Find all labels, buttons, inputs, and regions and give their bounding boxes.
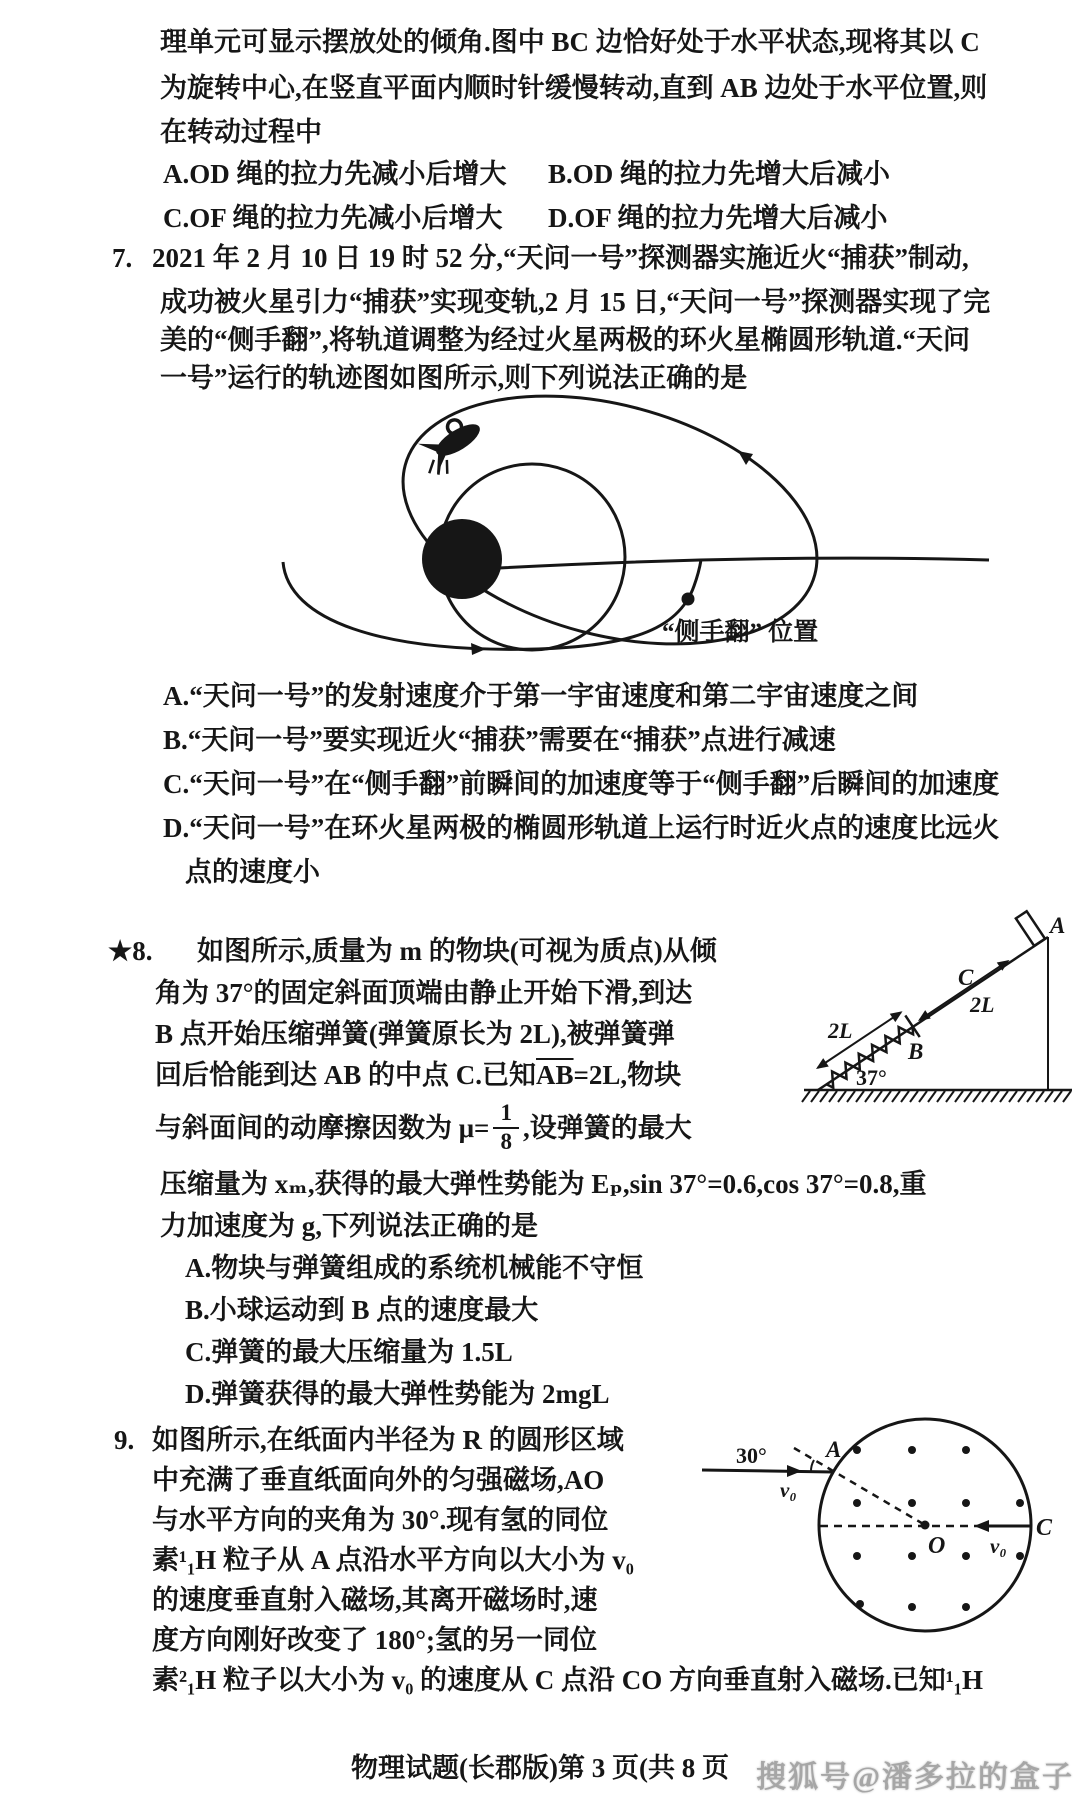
fraction-numerator: 1 <box>493 1101 519 1129</box>
c-velocity-arrow-icon <box>974 1520 989 1532</box>
incoming-trajectory-line <box>499 558 989 568</box>
segment-2l-label: 2L <box>970 992 995 1017</box>
q9-number: 9. <box>114 1425 135 1455</box>
mars-planet-icon <box>422 519 502 599</box>
q7-line: 一号”运行的轨迹图如图所示,则下列说法正确的是 <box>160 363 748 393</box>
center-o-label: O <box>928 1533 946 1559</box>
q7-option-c: C.“天问一号”在“侧手翻”前瞬间的加速度等于“侧手翻”后瞬间的加速度 <box>163 769 1000 799</box>
q9-line: 度方向刚好改变了 180°;氢的另一同位 <box>152 1625 598 1655</box>
q8-option-d: D.弹簧获得的最大弹性势能为 2mgL <box>185 1379 610 1409</box>
q8-option-c: C.弹簧的最大压缩量为 1.5L <box>185 1337 513 1367</box>
q8-line5-post: ,设弹簧的最大 <box>522 1113 692 1144</box>
q9-line: 的速度垂直射入磁场,其离开磁场时,速 <box>152 1585 598 1615</box>
q9-line: 中充满了垂直纸面向外的匀强磁场,AO <box>152 1465 605 1495</box>
spacecraft-icon <box>412 410 492 482</box>
q6-line: 为旋转中心,在竖直平面内顺时针缓慢转动,直到 AB 边处于水平位置,则 <box>160 73 988 103</box>
ab-overline: $\overline{AB}$ <box>536 1060 574 1090</box>
q7-option-d: D.“天问一号”在环火星两极的椭圆形轨道上运行时近火点的速度比远火 <box>163 813 1000 843</box>
point-a-label: A <box>1050 913 1066 938</box>
q8-line: 角为 37°的固定斜面顶端由静止开始下滑,到达 <box>155 978 693 1008</box>
field-dots <box>853 1446 1024 1611</box>
point-c-label: C <box>1036 1515 1053 1541</box>
magnetic-field-figure <box>690 1405 1080 1653</box>
side-flip-position-label: “侧手翻” 位置 <box>662 619 819 646</box>
q8-line: 压缩量为 xₘ,获得的最大弹性势能为 Eₚ,sin 37°=0.6,cos 37°=0.8,重 <box>160 1169 927 1199</box>
q8-line: 如图所示,质量为 m 的物块(可视为质点)从倾 <box>197 936 717 966</box>
spring-2l-label: 2L <box>828 1018 853 1043</box>
block-icon <box>1016 911 1045 946</box>
q8-line: B 点开始压缩弹簧(弹簧原长为 2L),被弹簧弹 <box>155 1019 675 1049</box>
fraction-denominator: 8 <box>500 1128 512 1154</box>
q9-line: 如图所示,在纸面内半径为 R 的圆形区域 <box>152 1425 624 1455</box>
q6-option-a: A.OD 绳的拉力先减小后增大 <box>163 159 507 189</box>
point-b-label: B <box>908 1039 924 1064</box>
q8-number: ★8. <box>108 936 153 966</box>
q6-option-c: C.OF 绳的拉力先减小后增大 <box>163 203 503 233</box>
incoming-velocity-line <box>702 1470 833 1472</box>
q6-option-d: D.OF 绳的拉力先增大后减小 <box>548 203 888 233</box>
point-c-label: C <box>958 965 974 990</box>
q7-line: 成功被火星引力“捕获”实现变轨,2 月 15 日,“天问一号”探测器实现了完 <box>160 287 991 317</box>
q9-last-line: 素²₁H 粒子以大小为 v₀ 的速度从 C 点沿 CO 方向垂直射入磁场.已知¹₁H <box>152 1665 983 1695</box>
point-a-label: A <box>826 1437 842 1462</box>
transfer-arc-arrow-icon <box>471 643 486 655</box>
fraction-one-eighth <box>493 1101 519 1155</box>
watermark: 搜狐号@潘多拉的盒子 <box>756 1761 1074 1794</box>
q9-line: 素¹₁H 粒子从 A 点沿水平方向以大小为 v₀ <box>152 1545 634 1575</box>
q8-option-b: B.小球运动到 B 点的速度最大 <box>185 1295 539 1325</box>
q8-line: 力加速度为 g,下列说法正确的是 <box>160 1211 538 1241</box>
q7-line: 美的“侧手翻”,将轨道调整为经过火星两极的环火星椭圆形轨道.“天问 <box>160 325 970 355</box>
q6-option-b: B.OD 绳的拉力先增大后减小 <box>548 159 891 189</box>
angle-37-label: 37° <box>856 1065 887 1090</box>
page-footer: 物理试题(长郡版)第 3 页(共 8 页 <box>351 1753 729 1783</box>
v0-c-label: v₀ <box>990 1534 1007 1558</box>
q7-number: 7. <box>112 243 133 273</box>
q7-option-d-wrap: 点的速度小 <box>185 857 320 887</box>
q7-option-b: B.“天问一号”要实现近火“捕获”需要在“捕获”点进行减速 <box>163 725 836 755</box>
q8-line4-post: =2L,物块 <box>573 1060 682 1090</box>
q6-line: 在转动过程中 <box>160 117 322 147</box>
angle-30-label: 30° <box>736 1443 767 1468</box>
q8-line <box>155 1059 681 1091</box>
q7-option-a: A.“天问一号”的发射速度介于第一宇宙速度和第二宇宙速度之间 <box>163 681 919 711</box>
incline-spring-figure <box>800 855 1078 1107</box>
tianwen-orbit-figure <box>270 392 990 712</box>
q8-line4-pre: 回后恰能到达 AB 的中点 C.已知 <box>155 1060 537 1090</box>
incoming-velocity-arrow-icon <box>787 1465 802 1477</box>
ground-hatching <box>802 1091 1071 1102</box>
v0-in-label: v₀ <box>780 1478 797 1502</box>
q8-line5-pre: 与斜面间的动摩擦因数为 μ= <box>155 1113 490 1144</box>
q9-line: 与水平方向的夹角为 30°.现有氢的同位 <box>152 1505 609 1535</box>
q7-line: 2021 年 2 月 10 日 19 时 52 分,“天问一号”探测器实施近火“捕获”制动, <box>152 243 969 273</box>
q8-option-a: A.物块与弹簧组成的系统机械能不守恒 <box>185 1253 644 1283</box>
q8-line-friction <box>155 1100 692 1158</box>
ao-dashed-line <box>794 1448 925 1525</box>
q6-line: 理单元可显示摆放处的倾角.图中 BC 边恰好处于水平状态,现将其以 C <box>160 27 980 57</box>
side-flip-position-dot <box>682 593 695 606</box>
